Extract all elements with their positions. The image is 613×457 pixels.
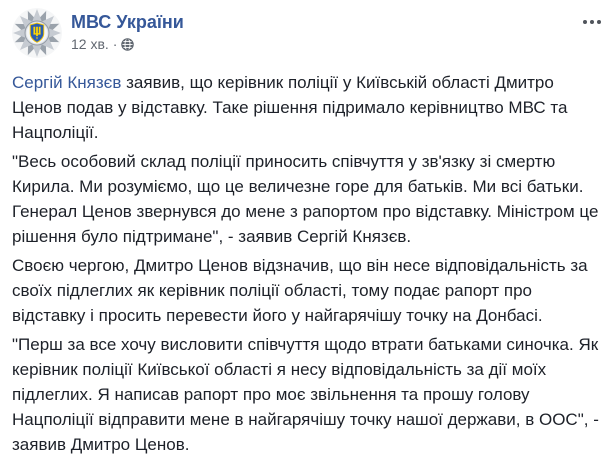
person-tag-link[interactable]: Сергій Князєв — [12, 73, 122, 92]
post-paragraph: "Перш за все хочу висловити співчуття щодо втрати батьками синочка. Як керівник поліції Київської області я несу відповідальність за дії моїх підлеглих. Я написав рапорт про моє звільнення та прошу голову Нацполіції відправити мене в найгарячішу точку нашої держави, в ООС", - заявив Дмитро Ценов. — [12, 335, 599, 454]
post-header — [0, 0, 613, 58]
meta-separator: · — [112, 36, 118, 52]
page-avatar[interactable] — [12, 8, 62, 58]
paragraph-text: заявив, що керівник поліції у Київській області Дмитро Ценов подав у відставку. Таке рішення підримало керівництво МВС та Нацполіції. — [12, 73, 568, 142]
timestamp[interactable]: 12 хв. — [71, 36, 109, 52]
police-badge-icon — [12, 8, 62, 58]
more-options-icon — [583, 20, 587, 24]
globe-icon — [121, 38, 134, 51]
header-info — [71, 8, 184, 53]
more-options-button[interactable] — [573, 12, 601, 32]
post-body — [0, 58, 613, 457]
post-meta — [71, 35, 184, 53]
page-name-link[interactable]: МВС України — [71, 12, 184, 32]
post-paragraph: Своєю чергою, Дмитро Ценов відзначив, що він несе відповідальність за своїх підлеглих як керівник поліції області, тому подає рапорт про відставку і просить перевести його у найгарячішу точку на Донбасі. — [12, 256, 588, 325]
post-paragraph — [12, 70, 601, 145]
post-paragraph: "Весь особовий склад поліції приносить співчуття у зв'язку зі смертю Кирила. Ми розуміємо, що це величезне горе для батьків. Ми всі батьки. Генерал Ценов звернувся до мене з рапортом про відставку. Міністром це рішення було підтримане", - заявив Сергій Князєв. — [12, 152, 599, 246]
